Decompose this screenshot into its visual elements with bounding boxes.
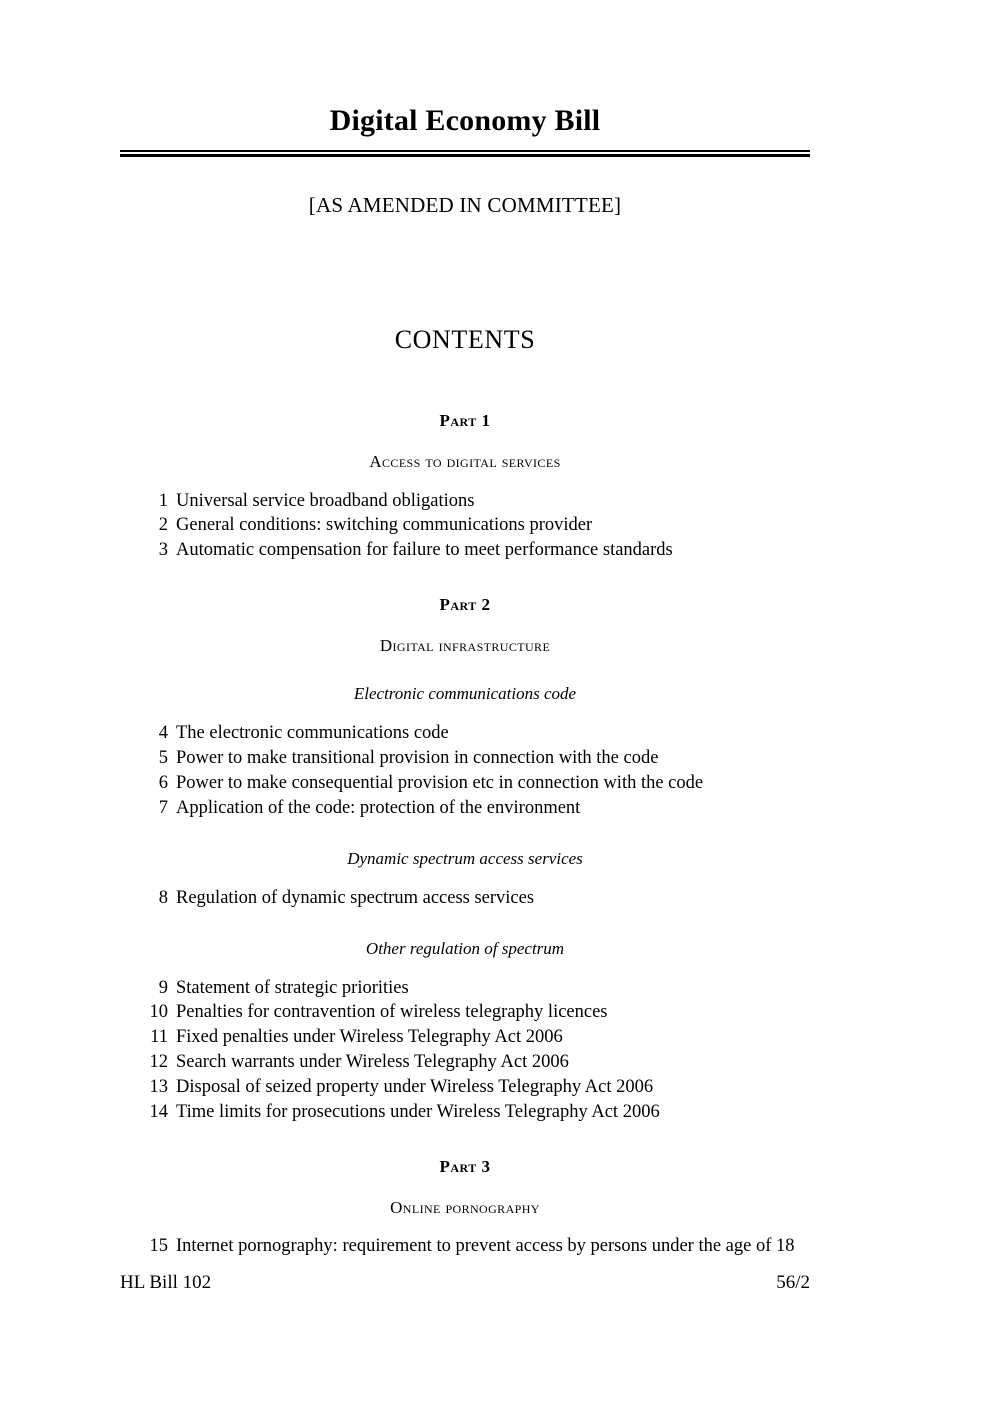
clause-number: 5 bbox=[158, 748, 168, 768]
clause-number: 4 bbox=[158, 723, 168, 744]
clause-number: 6 bbox=[158, 772, 168, 793]
clause-title: The electronic communications code bbox=[176, 723, 449, 744]
clause-number: 9 bbox=[158, 977, 168, 998]
part-subject-3: Online pornography bbox=[390, 1197, 540, 1217]
clause-list-part2-group0 bbox=[120, 704, 810, 821]
clause-item[interactable] bbox=[120, 1075, 810, 1100]
clause-item[interactable] bbox=[120, 538, 810, 563]
group-heading-dynamic-spectrum-access-services: Dynamic spectrum access services bbox=[347, 848, 583, 868]
clause-item[interactable] bbox=[120, 796, 810, 821]
clause-number: 3 bbox=[158, 540, 168, 561]
clause-item[interactable] bbox=[120, 746, 810, 771]
clause-number: 12 bbox=[149, 1052, 168, 1073]
document-title: Digital Economy Bill bbox=[329, 104, 601, 137]
clause-title: Power to make consequential provision etc in connection with the code bbox=[176, 772, 704, 793]
clause-list-part1-group0 bbox=[120, 472, 810, 564]
clause-title: Disposal of seized property under Wireless Telegraphy Act 2006 bbox=[176, 1077, 654, 1097]
clause-title: Automatic compensation for failure to meet performance standards bbox=[176, 540, 673, 561]
part-section-1 bbox=[120, 355, 810, 564]
document-body bbox=[120, 0, 810, 1259]
clause-item[interactable] bbox=[120, 489, 810, 514]
clause-number: 10 bbox=[149, 1002, 168, 1023]
footer-bill-reference: HL Bill 102 bbox=[120, 1272, 212, 1293]
contents-heading: CONTENTS bbox=[394, 324, 536, 354]
clause-number: 15 bbox=[149, 1235, 168, 1256]
footer-page-reference: 56/2 bbox=[776, 1272, 810, 1293]
clause-title: Search warrants under Wireless Telegraphy Act 2006 bbox=[176, 1052, 569, 1073]
clause-title: Power to make transitional provision in connection with the code bbox=[176, 748, 659, 768]
clause-title: Penalties for contravention of wireless telegraphy licences bbox=[176, 1002, 608, 1023]
clause-title: Fixed penalties under Wireless Telegraphy Act 2006 bbox=[176, 1027, 563, 1048]
clause-title: Application of the code: protection of the environment bbox=[176, 797, 581, 818]
clause-item[interactable] bbox=[120, 1234, 810, 1259]
clause-title: Regulation of dynamic spectrum access services bbox=[176, 887, 535, 908]
clause-item[interactable] bbox=[120, 976, 810, 1001]
clause-item[interactable] bbox=[120, 886, 810, 911]
group-heading-electronic-communications-code: Electronic communications code bbox=[353, 684, 577, 704]
amendment-note: [AS AMENDED IN COMMITTEE] bbox=[308, 192, 622, 217]
part-subject-2: Digital infrastructure bbox=[379, 636, 551, 656]
clause-title: General conditions: switching communications provider bbox=[176, 515, 593, 536]
part-label-1: Part 1 bbox=[439, 410, 491, 430]
clause-list-part2-group1 bbox=[120, 869, 810, 911]
clause-number: 14 bbox=[149, 1101, 168, 1122]
clause-title: Time limits for prosecutions under Wireless Telegraphy Act 2006 bbox=[176, 1101, 660, 1122]
part-label-3: Part 3 bbox=[439, 1156, 491, 1176]
part-section-3 bbox=[120, 1125, 810, 1259]
clause-list-part3-group0 bbox=[120, 1218, 810, 1259]
page-footer bbox=[120, 1272, 810, 1294]
clause-number: 7 bbox=[158, 797, 168, 818]
clause-number: 2 bbox=[158, 515, 168, 536]
clause-item[interactable] bbox=[120, 771, 810, 796]
clause-item[interactable] bbox=[120, 1100, 810, 1125]
title-divider bbox=[120, 150, 810, 157]
clause-number: 1 bbox=[158, 490, 168, 511]
clause-number: 8 bbox=[158, 887, 168, 908]
part-section-2 bbox=[120, 563, 810, 1125]
clause-item[interactable] bbox=[120, 1000, 810, 1025]
group-heading-other-regulation-of-spectrum: Other regulation of spectrum bbox=[365, 938, 565, 958]
part-subject-1: Access to digital services bbox=[369, 451, 561, 471]
clause-title: Internet pornography: requirement to prevent access by persons under the age of 18 bbox=[176, 1235, 795, 1256]
clause-number: 11 bbox=[150, 1027, 168, 1048]
clause-item[interactable] bbox=[120, 721, 810, 746]
clause-item[interactable] bbox=[120, 1050, 810, 1075]
clause-list-part2-group2 bbox=[120, 959, 810, 1125]
clause-item[interactable] bbox=[120, 1025, 810, 1050]
clause-number: 13 bbox=[149, 1077, 168, 1097]
clause-title: Statement of strategic priorities bbox=[176, 977, 409, 998]
clause-item[interactable] bbox=[120, 513, 810, 538]
clause-title: Universal service broadband obligations bbox=[176, 490, 475, 511]
part-label-2: Part 2 bbox=[439, 595, 491, 615]
